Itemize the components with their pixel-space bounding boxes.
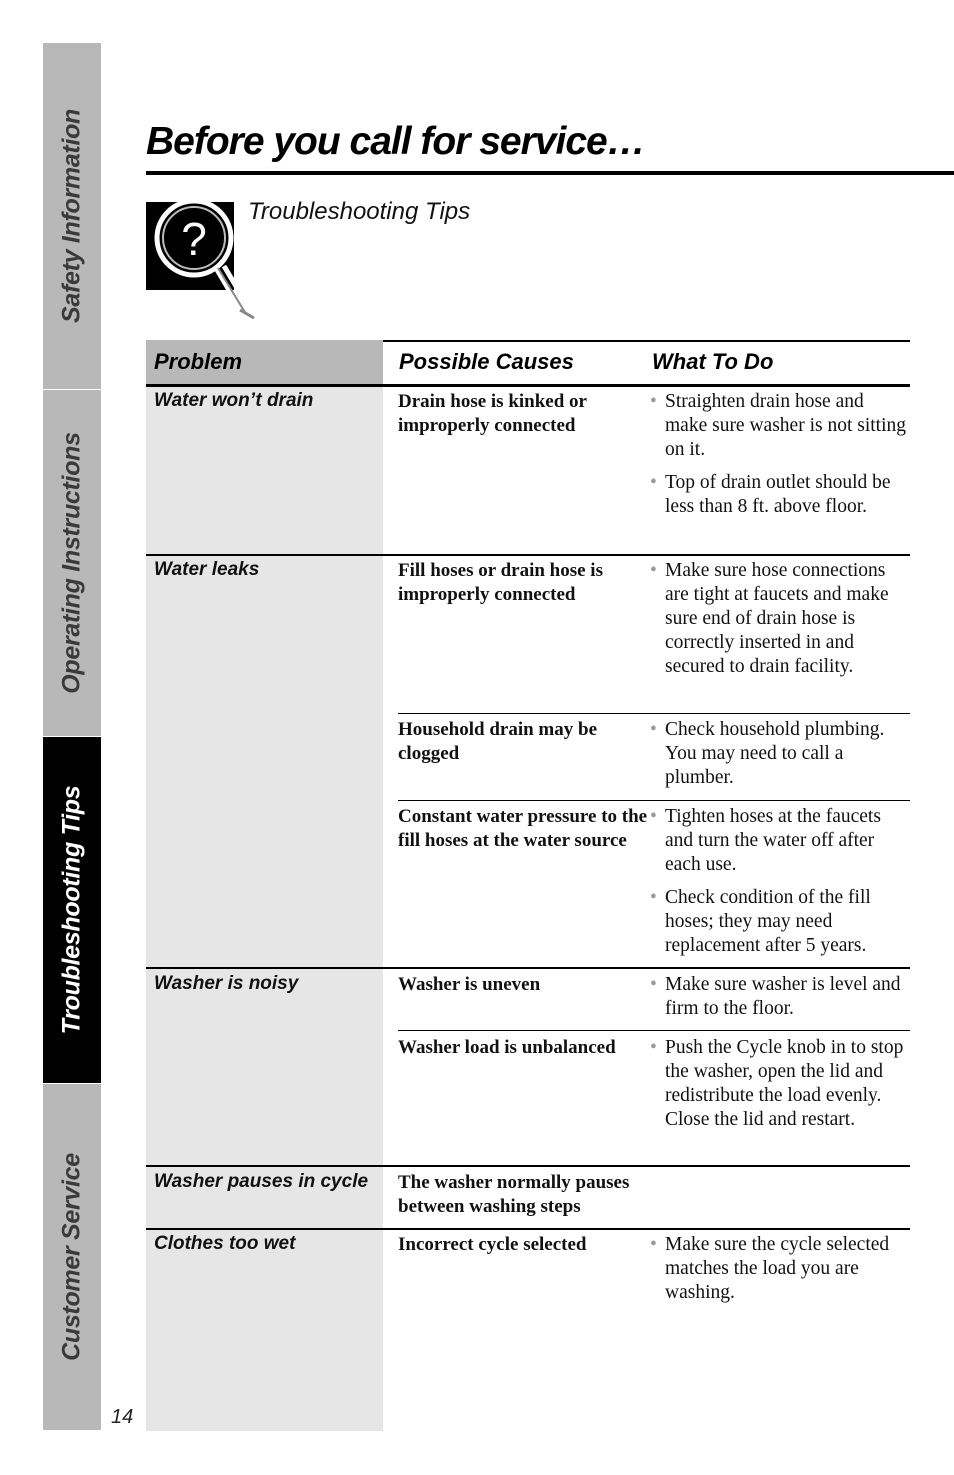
cause-load-unbalanced: Washer load is unbalanced xyxy=(398,1037,616,1058)
problem-column-shade xyxy=(146,340,383,1431)
tab-label: Troubleshooting Tips xyxy=(57,785,86,1035)
todo-list xyxy=(650,559,906,688)
row-divider xyxy=(146,1165,910,1167)
cause-constant-water-pressure: Constant water pressure to the fill hoses at the water source xyxy=(398,806,648,851)
todo-list xyxy=(650,1036,906,1141)
todo-list xyxy=(650,1233,906,1314)
todo-item: • Check household plumbing. You may need to call a plumber. xyxy=(650,718,906,790)
problem-washer-noisy: Washer is noisy xyxy=(154,973,299,994)
sub-divider xyxy=(398,713,910,714)
row-divider xyxy=(146,554,910,556)
problem-water-wont-drain: Water won’t drain xyxy=(154,390,314,411)
page-title: Before you call for service… xyxy=(146,120,645,163)
todo-item: • Check condition of the fill hoses; they may need replacement after 5 years. xyxy=(650,886,906,958)
tab-troubleshooting-tips[interactable] xyxy=(43,737,101,1084)
cause-fill-hoses-improper: Fill hoses or drain hose is improperly connected xyxy=(398,560,603,605)
tab-operating-instructions[interactable] xyxy=(43,390,101,737)
table-top-rule xyxy=(383,340,910,342)
header-possible-causes: Possible Causes xyxy=(399,349,574,374)
svg-text:?: ? xyxy=(181,213,207,265)
problem-water-leaks: Water leaks xyxy=(154,559,260,580)
problem-clothes-too-wet: Clothes too wet xyxy=(154,1233,296,1254)
todo-item: • Make sure washer is level and firm to the floor. xyxy=(650,973,906,1021)
cause-incorrect-cycle: Incorrect cycle selected xyxy=(398,1234,587,1255)
todo-list xyxy=(650,718,906,799)
section-subtitle: Troubleshooting Tips xyxy=(248,198,471,225)
section-tabs xyxy=(43,43,101,1431)
todo-list xyxy=(650,805,906,967)
cause-household-drain-clogged: Household drain may be clogged xyxy=(398,719,598,764)
tab-safety-information[interactable] xyxy=(43,43,101,390)
cause-drain-hose-kinked: Drain hose is kinked or improperly connected xyxy=(398,391,587,436)
tab-customer-service[interactable] xyxy=(43,1084,101,1431)
problem-washer-pauses: Washer pauses in cycle xyxy=(154,1171,369,1192)
sub-divider xyxy=(398,1030,910,1031)
cause-normal-pauses: The washer normally pauses between washing steps xyxy=(398,1172,630,1217)
todo-item: • Tighten hoses at the faucets and turn the water off after each use. xyxy=(650,805,906,877)
todo-item: • Push the Cycle knob in to stop the washer, open the lid and redistribute the load evenly. Close the lid and restart. xyxy=(650,1036,906,1132)
tab-label: Safety Information xyxy=(57,108,86,324)
todo-list xyxy=(650,973,906,1030)
header-rule xyxy=(146,384,910,387)
header-what-to-do: What To Do xyxy=(652,349,774,374)
tab-label: Operating Instructions xyxy=(57,432,86,694)
header-problem: Problem xyxy=(154,349,243,374)
tab-label: Customer Service xyxy=(57,1153,86,1361)
sub-divider xyxy=(398,800,910,801)
row-divider xyxy=(146,1228,910,1230)
troubleshooting-table xyxy=(146,340,910,1431)
title-divider xyxy=(146,171,954,175)
page-number: 14 xyxy=(111,1406,134,1428)
todo-list xyxy=(650,390,906,528)
row-divider xyxy=(146,967,910,969)
todo-item: • Make sure hose connections are tight at faucets and make sure end of drain hose is correctly inserted in and secured to drain facility. xyxy=(650,559,906,679)
question-magnifier-icon xyxy=(146,202,234,290)
todo-item: • Make sure the cycle selected matches the load you are washing. xyxy=(650,1233,906,1305)
todo-item: • Straighten drain hose and make sure washer is not sitting on it. xyxy=(650,390,906,462)
todo-item: • Top of drain outlet should be less than 8 ft. above floor. xyxy=(650,471,906,519)
cause-washer-uneven: Washer is uneven xyxy=(398,974,541,995)
